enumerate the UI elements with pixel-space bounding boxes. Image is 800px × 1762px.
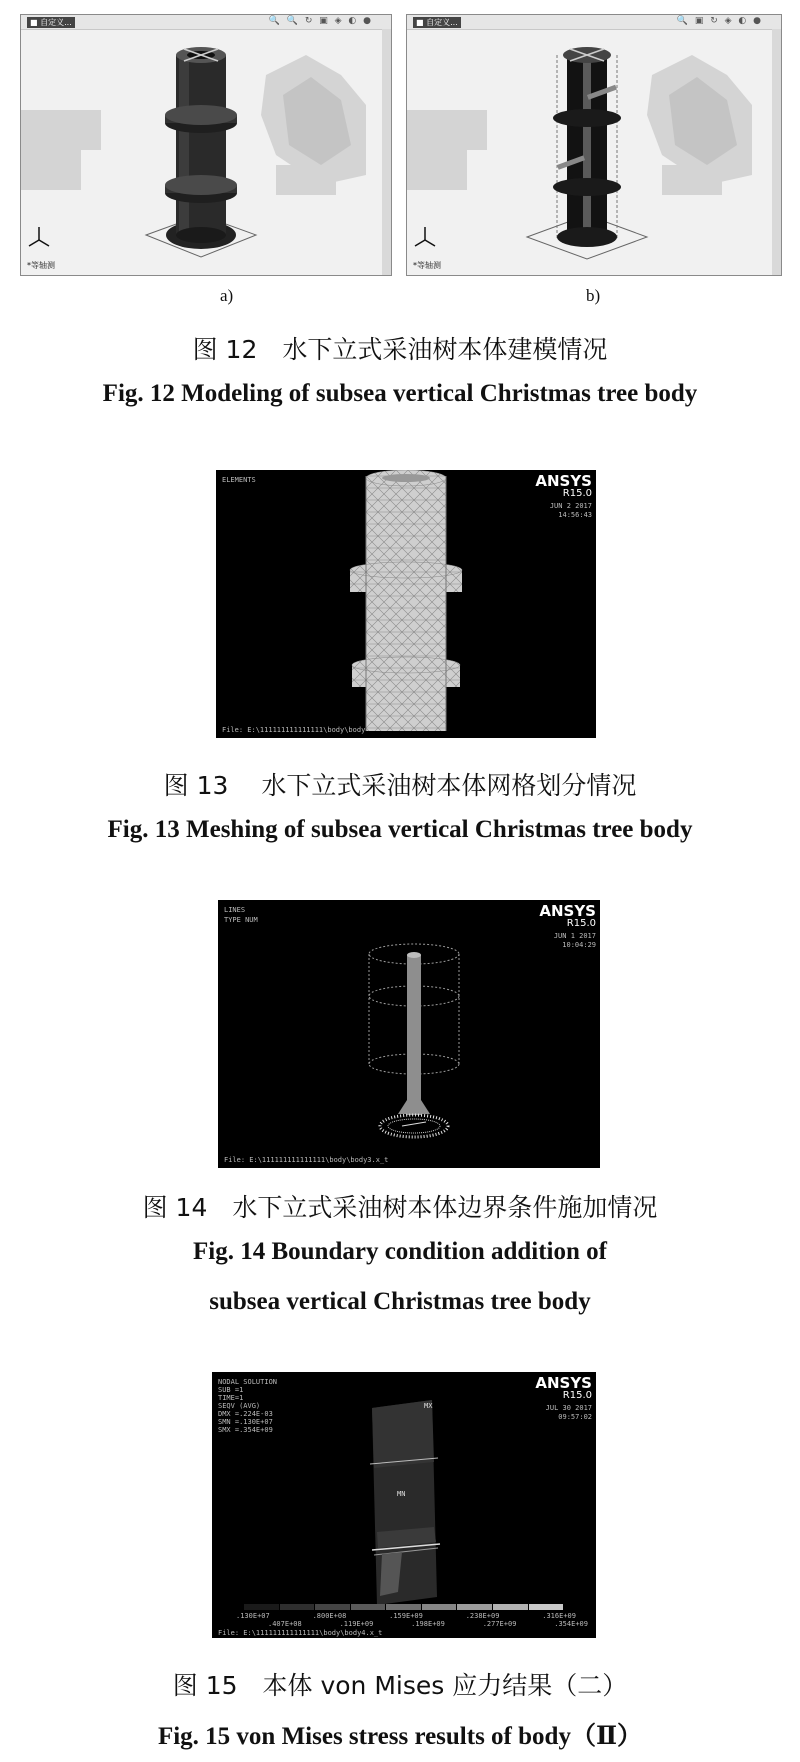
fig15-caption-en: Fig. 15 von Mises stress results of body（Ⅱ）: [157, 1723, 643, 1750]
file-path: File: E:\111111111111111\body\body3.x_t: [224, 1156, 389, 1164]
info-line: TIME=1: [218, 1394, 244, 1402]
plot-label: ELEMENTS: [222, 476, 256, 484]
legend-swatch: [422, 1604, 458, 1610]
mesh-model: [216, 470, 596, 738]
ansys-logo: ANSYS: [535, 1374, 592, 1392]
file-path: File: E:\111111111111111\body\body: [222, 726, 366, 734]
legend-value: .316E+09: [542, 1612, 576, 1620]
fig12-panel-a: [20, 14, 392, 276]
fig14-viewport: [218, 900, 600, 1168]
plot-label-type: TYPE NUM: [224, 916, 258, 924]
ansys-version: R15.0: [562, 1390, 592, 1401]
fig14-caption-en-2: subsea vertical Christmas tree body: [209, 1288, 591, 1315]
plot-date: JUN 2 2017: [549, 502, 592, 510]
legend-labels-top: [236, 1612, 576, 1620]
view-label: *等轴测: [413, 261, 441, 270]
fig12-sublabel-a: a): [220, 286, 234, 305]
info-line: DMX =.224E-03: [218, 1410, 273, 1418]
legend-swatch: [457, 1604, 493, 1610]
plot-time: 10:04:29: [562, 941, 596, 949]
info-line: SMN =.130E+07: [218, 1418, 273, 1426]
legend-value: .159E+09: [389, 1612, 423, 1620]
toolbar-tag: ■ 自定义...: [27, 17, 75, 28]
legend-value: .238E+09: [465, 1612, 500, 1620]
fig12-sublabel-b: b): [586, 286, 601, 305]
stress-contour-model: [212, 1372, 596, 1638]
legend-value: .354E+09: [554, 1620, 588, 1628]
legend-value: .130E+07: [236, 1612, 270, 1620]
fig12-panel-b: [406, 14, 782, 276]
fig14-caption-en-1: Fig. 14 Boundary condition addition of: [193, 1238, 607, 1265]
legend-value: .277E+09: [482, 1620, 517, 1628]
view-tool-icons[interactable]: 🔍 🔍 ↻ ▣ ◈ ◐ ●: [268, 16, 373, 26]
legend-swatch: [386, 1604, 422, 1610]
legend-swatch: [315, 1604, 351, 1610]
plot-date: JUL 30 2017: [545, 1404, 592, 1412]
ansys-logo: ANSYS: [535, 472, 592, 490]
legend-value: .800E+08: [312, 1612, 347, 1620]
ansys-version: R15.0: [566, 918, 596, 929]
max-marker: MX: [424, 1402, 433, 1410]
view-label: *等轴测: [27, 261, 55, 270]
ansys-version: R15.0: [562, 488, 592, 499]
plot-time: 09:57:02: [558, 1413, 592, 1421]
fig13-caption-en: Fig. 13 Meshing of subsea vertical Christmas tree body: [107, 816, 693, 843]
fig15-viewport: [212, 1372, 596, 1638]
info-line: SEQV (AVG): [218, 1402, 261, 1410]
view-tool-icons[interactable]: 🔍 ▣ ↻ ◈ ◐ ●: [676, 16, 763, 26]
boundary-condition-model: [218, 900, 600, 1168]
legend-swatch: [280, 1604, 316, 1610]
cylinder-model-section: [407, 15, 781, 275]
ansys-logo: ANSYS: [539, 902, 596, 920]
fig13-caption-zh: 图 13 水下立式采油树本体网格划分情况: [163, 771, 637, 800]
legend-swatch: [244, 1604, 280, 1610]
legend-swatch: [493, 1604, 529, 1610]
fig12-caption-en: Fig. 12 Modeling of subsea vertical Christmas tree body: [102, 380, 698, 407]
fig12-caption-zh: 图 12 水下立式采油树本体建模情况: [192, 335, 608, 364]
legend-labels-bottom: [268, 1620, 588, 1628]
legend-value: .407E+08: [268, 1620, 302, 1628]
file-path: File: E:\111111111111111\body\body4.x_t: [218, 1629, 383, 1637]
legend-swatch: [529, 1604, 565, 1610]
contour-legend-bar: [244, 1604, 564, 1610]
toolbar-tag: ■ 自定义...: [413, 17, 461, 28]
info-line: NODAL SOLUTION: [218, 1378, 278, 1386]
legend-swatch: [351, 1604, 387, 1610]
legend-value: .198E+09: [411, 1620, 445, 1628]
cylinder-model-solid: [21, 15, 391, 275]
info-line: SUB =1: [218, 1386, 244, 1394]
info-line: SMX =.354E+09: [218, 1426, 273, 1434]
legend-value: .119E+09: [339, 1620, 374, 1628]
plot-date: JUN 1 2017: [553, 932, 596, 940]
plot-label-lines: LINES: [224, 906, 246, 914]
min-marker: MN: [397, 1490, 406, 1498]
plot-time: 14:56:43: [558, 511, 592, 519]
fig14-caption-zh: 图 14 水下立式采油树本体边界条件施加情况: [142, 1193, 658, 1222]
fig15-caption-zh: 图 15 本体 von Mises 应力结果（二）: [172, 1671, 628, 1700]
fig13-viewport: [216, 470, 596, 738]
